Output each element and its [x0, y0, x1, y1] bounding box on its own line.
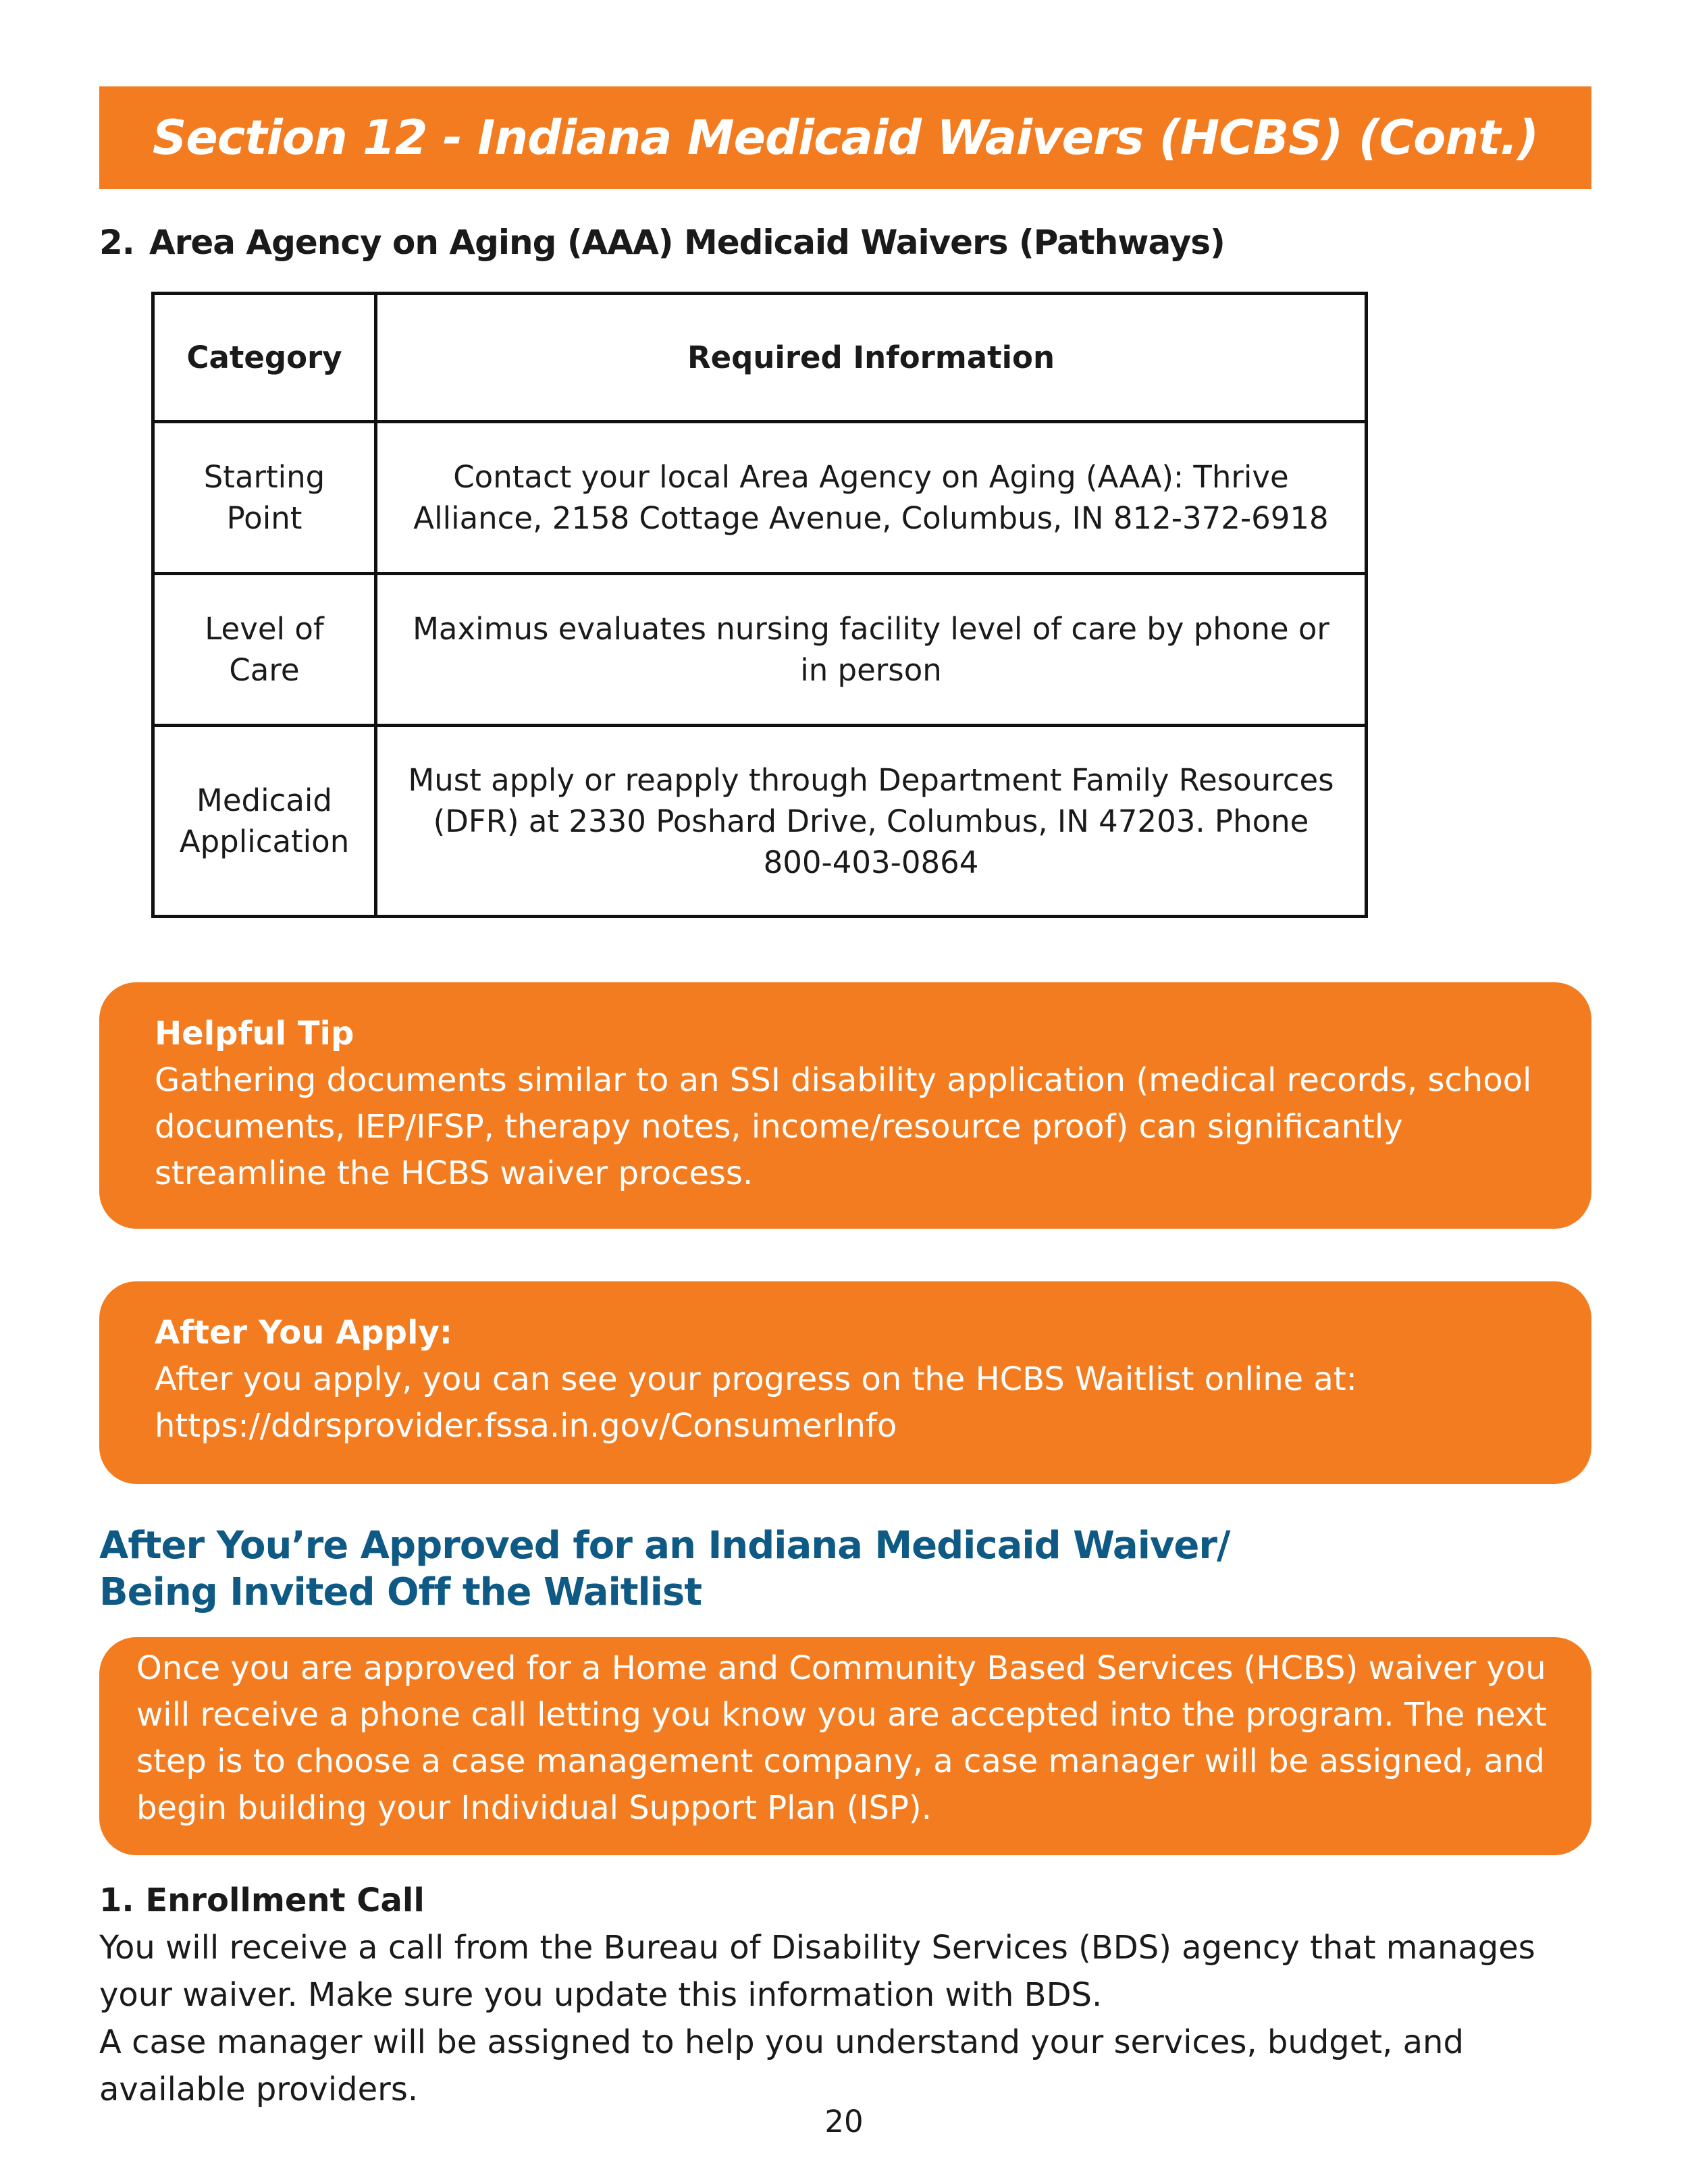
table-row: [153, 574, 1367, 726]
table-header-info: Required Information: [376, 294, 1367, 422]
enrollment-title: 1. Enrollment Call: [99, 1882, 425, 1919]
approved-callout: [99, 1637, 1591, 1855]
approved-body: Once you are approved for a Home and Community Based Services (HCBS) waiver you will receive a phone call letting you know you are accepted into the program. The next step is to choose a case management company, a case manager will be assigned, and begin building your Individual Support Plan (ISP).: [136, 1649, 1547, 1827]
table-cell-category: Starting Point: [153, 422, 376, 574]
page-number: 20: [824, 2104, 864, 2139]
after-apply-title: After You Apply:: [155, 1314, 452, 1352]
enrollment-paragraph: A case manager will be assigned to help you understand your services, budget, and available providers.: [99, 2023, 1464, 2108]
subsection-title: Area Agency on Aging (AAA) Medicaid Waivers (Pathways): [149, 223, 1225, 262]
table-header-row: [153, 294, 1367, 422]
helpful-tip-callout: [99, 982, 1591, 1229]
subsection-number: 2.: [99, 223, 134, 262]
approved-heading-line2: Being Invited Off the Waitlist: [99, 1570, 702, 1614]
table-cell-category: Medicaid Application: [153, 726, 376, 917]
table-cell-info: Maximus evaluates nursing facility level of care by phone or in person: [376, 574, 1367, 726]
table-row: [153, 726, 1367, 917]
subsection-heading: [99, 223, 1225, 262]
after-apply-body: After you apply, you can see your progress on the HCBS Waitlist online at: https://ddrsprovider.fssa.in.gov/ConsumerInfo: [155, 1360, 1357, 1445]
table-header-category: Category: [153, 294, 376, 422]
table-row: [153, 422, 1367, 574]
table-cell-info: Contact your local Area Agency on Aging (AAA): Thrive Alliance, 2158 Cottage Avenue, Columbus, IN 812-372-6918: [376, 422, 1367, 574]
helpful-tip-body: Gathering documents similar to an SSI disability application (medical records, school documents, IEP/IFSP, therapy notes, income/resource proof) can significantly streamline the HCBS waiver process.: [155, 1061, 1532, 1192]
helpful-tip-title: Helpful Tip: [155, 1015, 354, 1053]
after-apply-callout: [99, 1281, 1591, 1484]
approved-heading-line1: After You’re Approved for an Indiana Medicaid Waiver/: [99, 1524, 1230, 1568]
section-banner: [99, 86, 1591, 189]
enrollment-paragraph: You will receive a call from the Bureau of Disability Services (BDS) agency that manages your waiver. Make sure you update this information with BDS.: [99, 1929, 1535, 2014]
table-cell-category: Level of Care: [153, 574, 376, 726]
waiver-requirements-table: [151, 292, 1368, 918]
table-cell-info: Must apply or reapply through Department Family Resources (DFR) at 2330 Poshard Drive, Columbus, IN 47203. Phone 800-403-0864: [376, 726, 1367, 917]
section-title: Section 12 - Indiana Medicaid Waivers (HCBS) (Cont.): [152, 110, 1539, 165]
enrollment-section: [99, 1877, 1598, 2113]
approved-heading: [99, 1522, 1585, 1616]
